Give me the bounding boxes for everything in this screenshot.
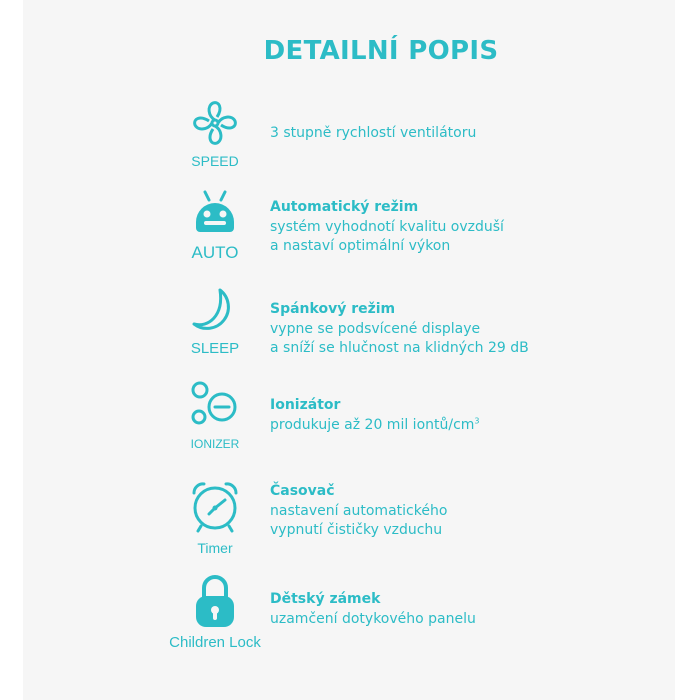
auto-description [270, 198, 660, 257]
children-lock-label: Children Lock [169, 634, 261, 651]
timer-heading: Časovač [270, 483, 335, 499]
timer-label: Timer [197, 540, 233, 556]
timer-description [270, 482, 660, 541]
ionizer-label: IONIZER [190, 437, 240, 451]
timer-line-2: vypnutí čističky vzduchu [270, 522, 443, 538]
ionizer-description [270, 396, 660, 435]
timer-line-1: nastavení automatického [270, 502, 448, 519]
feature-speed [23, 98, 675, 188]
feature-panel [23, 0, 675, 700]
sleep-label: SLEEP [190, 340, 240, 357]
feature-auto [23, 188, 675, 278]
children-lock-heading: Dětský zámek [270, 591, 381, 607]
speed-label: SPEED [191, 153, 239, 169]
children-lock-description [270, 590, 660, 629]
fan-icon [180, 98, 250, 158]
speed-line-1: 3 stupně rychlostí ventilátoru [270, 125, 477, 141]
robot-icon [180, 188, 250, 248]
sleep-line-1: vypne se podsvícené displaye [270, 320, 481, 337]
feature-ionizer [23, 380, 675, 470]
sleep-line-2: a sníží se hlučnost na klidných 29 dB [270, 340, 529, 356]
feature-sleep [23, 284, 675, 374]
auto-line-2: a nastaví optimální výkon [270, 238, 451, 254]
ionizer-heading: Ionizátor [270, 397, 341, 413]
sleep-description [270, 300, 660, 359]
auto-heading: Automatický režim [270, 199, 419, 215]
auto-label: AUTO [191, 243, 239, 262]
sleep-heading: Spánkový režim [270, 301, 396, 317]
ionizer-superscript: 3 [474, 415, 480, 425]
speed-description [270, 124, 660, 144]
ionizer-line-1: produkuje až 20 mil iontů/$cm^3$ [270, 415, 480, 433]
alarm-clock-icon [180, 480, 250, 540]
feature-children-lock [23, 572, 675, 662]
page-title: DETAILNÍ POPIS [263, 36, 499, 66]
ionizer-icon [180, 380, 250, 440]
children-lock-line-1: uzamčení dotykového panelu [270, 610, 476, 627]
feature-timer [23, 476, 675, 566]
moon-icon [180, 286, 250, 346]
padlock-icon [180, 574, 250, 634]
auto-line-1: systém vyhodnotí kvalitu ovzduší [270, 218, 504, 235]
